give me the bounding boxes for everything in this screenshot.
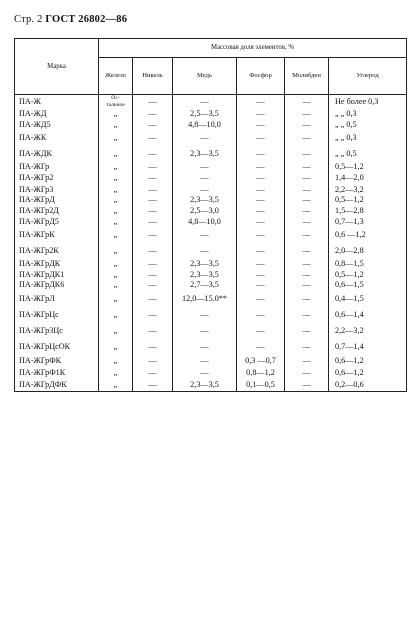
- cell-carbon: Не более 0,3: [329, 95, 407, 110]
- cell-molybdenum: —: [285, 217, 329, 228]
- cell-carbon: „ „ 0,5: [329, 120, 407, 131]
- cell-phosphorus: —: [237, 109, 285, 120]
- cell-nickel: —: [133, 120, 173, 131]
- cell-molybdenum: —: [285, 95, 329, 110]
- cell-molybdenum: —: [285, 227, 329, 243]
- cell-iron: „: [99, 195, 133, 206]
- cell-molybdenum: —: [285, 307, 329, 323]
- cell-grade: ПА-ЖГрДК6: [15, 280, 99, 291]
- cell-iron: Ос- тальное: [99, 95, 133, 110]
- cell-copper: 2,3—3,5: [173, 379, 237, 392]
- cell-nickel: —: [133, 291, 173, 307]
- cell-iron: „: [99, 307, 133, 323]
- table-row: [15, 109, 407, 120]
- cell-carbon: 0,8—1,5: [329, 259, 407, 270]
- cell-grade: ПА-ЖГрД: [15, 195, 99, 206]
- cell-iron: „: [99, 217, 133, 228]
- cell-copper: —: [173, 243, 237, 259]
- cell-phosphorus: 0,1—0,5: [237, 379, 285, 392]
- table-row: [15, 185, 407, 196]
- cell-iron: „: [99, 339, 133, 355]
- col-header-molybdenum: Молибден: [285, 58, 329, 95]
- cell-molybdenum: —: [285, 355, 329, 367]
- cell-grade: ПА-ЖГрДК1: [15, 270, 99, 281]
- cell-copper: 2,5—3,5: [173, 109, 237, 120]
- cell-nickel: —: [133, 185, 173, 196]
- cell-phosphorus: —: [237, 291, 285, 307]
- cell-molybdenum: —: [285, 173, 329, 185]
- cell-phosphorus: —: [237, 173, 285, 185]
- cell-iron: „: [99, 173, 133, 185]
- cell-carbon: 1,5—2,8: [329, 206, 407, 217]
- cell-copper: —: [173, 323, 237, 339]
- cell-grade: ПА-ЖГр2К: [15, 243, 99, 259]
- cell-copper: —: [173, 162, 237, 173]
- cell-phosphorus: —: [237, 206, 285, 217]
- cell-copper: —: [173, 307, 237, 323]
- table-row: [15, 355, 407, 367]
- table-row: [15, 120, 407, 131]
- cell-iron: „: [99, 259, 133, 270]
- cell-molybdenum: —: [285, 323, 329, 339]
- table-row: [15, 379, 407, 392]
- cell-carbon: 2,0—2,8: [329, 243, 407, 259]
- cell-copper: 2,7—3,5: [173, 280, 237, 291]
- cell-carbon: 0,7—1,3: [329, 217, 407, 228]
- cell-phosphorus: 0,3 —0,7: [237, 355, 285, 367]
- cell-phosphorus: —: [237, 280, 285, 291]
- cell-carbon: 0,6—1,2: [329, 355, 407, 367]
- cell-nickel: —: [133, 109, 173, 120]
- cell-phosphorus: —: [237, 307, 285, 323]
- cell-grade: ПА-ЖГр: [15, 162, 99, 173]
- table-row: [15, 206, 407, 217]
- standard-number: ГОСТ 26802—86: [45, 14, 128, 25]
- cell-copper: 12,0—15.0**: [173, 291, 237, 307]
- cell-carbon: 0,5—1,2: [329, 195, 407, 206]
- cell-iron: „: [99, 162, 133, 173]
- cell-nickel: —: [133, 323, 173, 339]
- cell-phosphorus: —: [237, 195, 285, 206]
- cell-nickel: —: [133, 217, 173, 228]
- cell-iron: „: [99, 109, 133, 120]
- cell-copper: 2,3—3,5: [173, 195, 237, 206]
- cell-phosphorus: 0,8—1,2: [237, 367, 285, 379]
- cell-iron: „: [99, 280, 133, 291]
- cell-iron: „: [99, 206, 133, 217]
- cell-carbon: 1,4—2,0: [329, 173, 407, 185]
- cell-molybdenum: —: [285, 109, 329, 120]
- cell-carbon: 0,7—1,4: [329, 339, 407, 355]
- table-row: [15, 95, 407, 110]
- cell-carbon: 0,6—1,4: [329, 307, 407, 323]
- cell-molybdenum: —: [285, 280, 329, 291]
- cell-grade: ПА-ЖГрФ1К: [15, 367, 99, 379]
- cell-nickel: —: [133, 307, 173, 323]
- cell-copper: 4,8—10,0: [173, 217, 237, 228]
- cell-grade: ПА-ЖК: [15, 130, 99, 146]
- cell-grade: ПА-ЖГрДК: [15, 259, 99, 270]
- cell-grade: ПА-ЖД: [15, 109, 99, 120]
- cell-carbon: „ „ 0,3: [329, 109, 407, 120]
- cell-grade: ПА-Ж: [15, 95, 99, 110]
- cell-molybdenum: —: [285, 130, 329, 146]
- table-body: [15, 95, 407, 392]
- cell-nickel: —: [133, 379, 173, 392]
- cell-iron: „: [99, 243, 133, 259]
- cell-molybdenum: —: [285, 146, 329, 162]
- cell-copper: —: [173, 185, 237, 196]
- cell-nickel: —: [133, 270, 173, 281]
- table-row: [15, 339, 407, 355]
- cell-iron: „: [99, 227, 133, 243]
- cell-iron: „: [99, 291, 133, 307]
- table-row: [15, 173, 407, 185]
- cell-nickel: —: [133, 130, 173, 146]
- cell-copper: 4,8—10,0: [173, 120, 237, 131]
- cell-grade: ПА-ЖГрФК: [15, 355, 99, 367]
- table-row: [15, 162, 407, 173]
- cell-nickel: —: [133, 146, 173, 162]
- cell-copper: —: [173, 227, 237, 243]
- cell-phosphorus: —: [237, 185, 285, 196]
- cell-copper: 2,3—3,5: [173, 146, 237, 162]
- cell-iron: „: [99, 379, 133, 392]
- cell-iron: „: [99, 355, 133, 367]
- cell-nickel: —: [133, 367, 173, 379]
- cell-nickel: —: [133, 355, 173, 367]
- cell-phosphorus: —: [237, 270, 285, 281]
- table-row: [15, 270, 407, 281]
- col-header-carbon: Углерод: [329, 58, 407, 95]
- cell-molybdenum: —: [285, 195, 329, 206]
- table-row: [15, 195, 407, 206]
- table-row: [15, 307, 407, 323]
- cell-phosphorus: —: [237, 323, 285, 339]
- cell-copper: —: [173, 339, 237, 355]
- cell-grade: ПА-ЖГрК: [15, 227, 99, 243]
- group-header: Массовая доля элементов, %: [99, 39, 407, 58]
- cell-nickel: —: [133, 195, 173, 206]
- table-row: [15, 227, 407, 243]
- cell-phosphorus: —: [237, 130, 285, 146]
- cell-nickel: —: [133, 227, 173, 243]
- table-row: [15, 367, 407, 379]
- cell-copper: —: [173, 173, 237, 185]
- cell-molybdenum: —: [285, 185, 329, 196]
- cell-grade: ПА-ЖГрЦсОК: [15, 339, 99, 355]
- col-header-iron: Железо: [99, 58, 133, 95]
- cell-copper: —: [173, 95, 237, 110]
- cell-phosphorus: —: [237, 146, 285, 162]
- cell-grade: ПА-ЖГр3: [15, 185, 99, 196]
- page-header: [14, 14, 127, 25]
- cell-molybdenum: —: [285, 270, 329, 281]
- cell-carbon: 0,2—0,6: [329, 379, 407, 392]
- cell-molybdenum: —: [285, 339, 329, 355]
- cell-iron: „: [99, 120, 133, 131]
- cell-copper: —: [173, 355, 237, 367]
- cell-carbon: 0,6 —1,2: [329, 227, 407, 243]
- cell-grade: ПА-ЖГрД5: [15, 217, 99, 228]
- cell-grade: ПА-ЖД5: [15, 120, 99, 131]
- cell-grade: ПА-ЖГр3Цс: [15, 323, 99, 339]
- cell-nickel: —: [133, 243, 173, 259]
- cell-molybdenum: —: [285, 291, 329, 307]
- cell-carbon: 0,6—1,5: [329, 280, 407, 291]
- table-row: [15, 130, 407, 146]
- col-header-nickel: Никель: [133, 58, 173, 95]
- cell-nickel: —: [133, 206, 173, 217]
- cell-nickel: —: [133, 259, 173, 270]
- cell-phosphorus: —: [237, 259, 285, 270]
- table-row: [15, 243, 407, 259]
- cell-carbon: 0,4—1,5: [329, 291, 407, 307]
- cell-carbon: „ „ 0,5: [329, 146, 407, 162]
- cell-iron: „: [99, 323, 133, 339]
- cell-molybdenum: —: [285, 206, 329, 217]
- cell-phosphorus: —: [237, 162, 285, 173]
- cell-grade: ПА-ЖГрЦс: [15, 307, 99, 323]
- composition-table: [14, 38, 407, 392]
- cell-nickel: —: [133, 280, 173, 291]
- cell-grade: ПА-ЖГрДФК: [15, 379, 99, 392]
- cell-nickel: —: [133, 162, 173, 173]
- cell-molybdenum: —: [285, 367, 329, 379]
- cell-copper: 2,3—3,5: [173, 259, 237, 270]
- table-row: [15, 291, 407, 307]
- table-row: [15, 217, 407, 228]
- cell-grade: ПА-ЖГр2Д: [15, 206, 99, 217]
- cell-copper: 2,3—3,5: [173, 270, 237, 281]
- cell-molybdenum: —: [285, 259, 329, 270]
- table-row: [15, 323, 407, 339]
- cell-iron: „: [99, 146, 133, 162]
- cell-phosphorus: —: [237, 120, 285, 131]
- col-header-copper: Медь: [173, 58, 237, 95]
- cell-phosphorus: —: [237, 95, 285, 110]
- cell-carbon: 0,5—1,2: [329, 162, 407, 173]
- cell-carbon: 2,2—3,2: [329, 323, 407, 339]
- cell-iron: „: [99, 185, 133, 196]
- cell-carbon: 0,5—1,2: [329, 270, 407, 281]
- col-header-mark: Марка: [15, 39, 99, 95]
- cell-nickel: —: [133, 173, 173, 185]
- cell-iron: „: [99, 367, 133, 379]
- cell-grade: ПА-ЖДК: [15, 146, 99, 162]
- cell-grade: ПА-ЖГр2: [15, 173, 99, 185]
- cell-grade: ПА-ЖГрЛ: [15, 291, 99, 307]
- cell-copper: —: [173, 367, 237, 379]
- cell-molybdenum: —: [285, 162, 329, 173]
- cell-phosphorus: —: [237, 339, 285, 355]
- cell-iron: „: [99, 270, 133, 281]
- cell-copper: —: [173, 130, 237, 146]
- cell-molybdenum: —: [285, 379, 329, 392]
- cell-phosphorus: —: [237, 227, 285, 243]
- cell-carbon: „ „ 0,3: [329, 130, 407, 146]
- cell-phosphorus: —: [237, 217, 285, 228]
- table-row: [15, 146, 407, 162]
- cell-molybdenum: —: [285, 243, 329, 259]
- page-number: Стр. 2: [14, 14, 43, 25]
- cell-copper: 2,5—3,0: [173, 206, 237, 217]
- cell-nickel: —: [133, 339, 173, 355]
- table-row: [15, 259, 407, 270]
- cell-nickel: —: [133, 95, 173, 110]
- cell-carbon: 0,6—1,2: [329, 367, 407, 379]
- cell-carbon: 2,2—3,2: [329, 185, 407, 196]
- cell-molybdenum: —: [285, 120, 329, 131]
- cell-phosphorus: —: [237, 243, 285, 259]
- col-header-phosphorus: Фосфор: [237, 58, 285, 95]
- table-row: [15, 280, 407, 291]
- cell-iron: „: [99, 130, 133, 146]
